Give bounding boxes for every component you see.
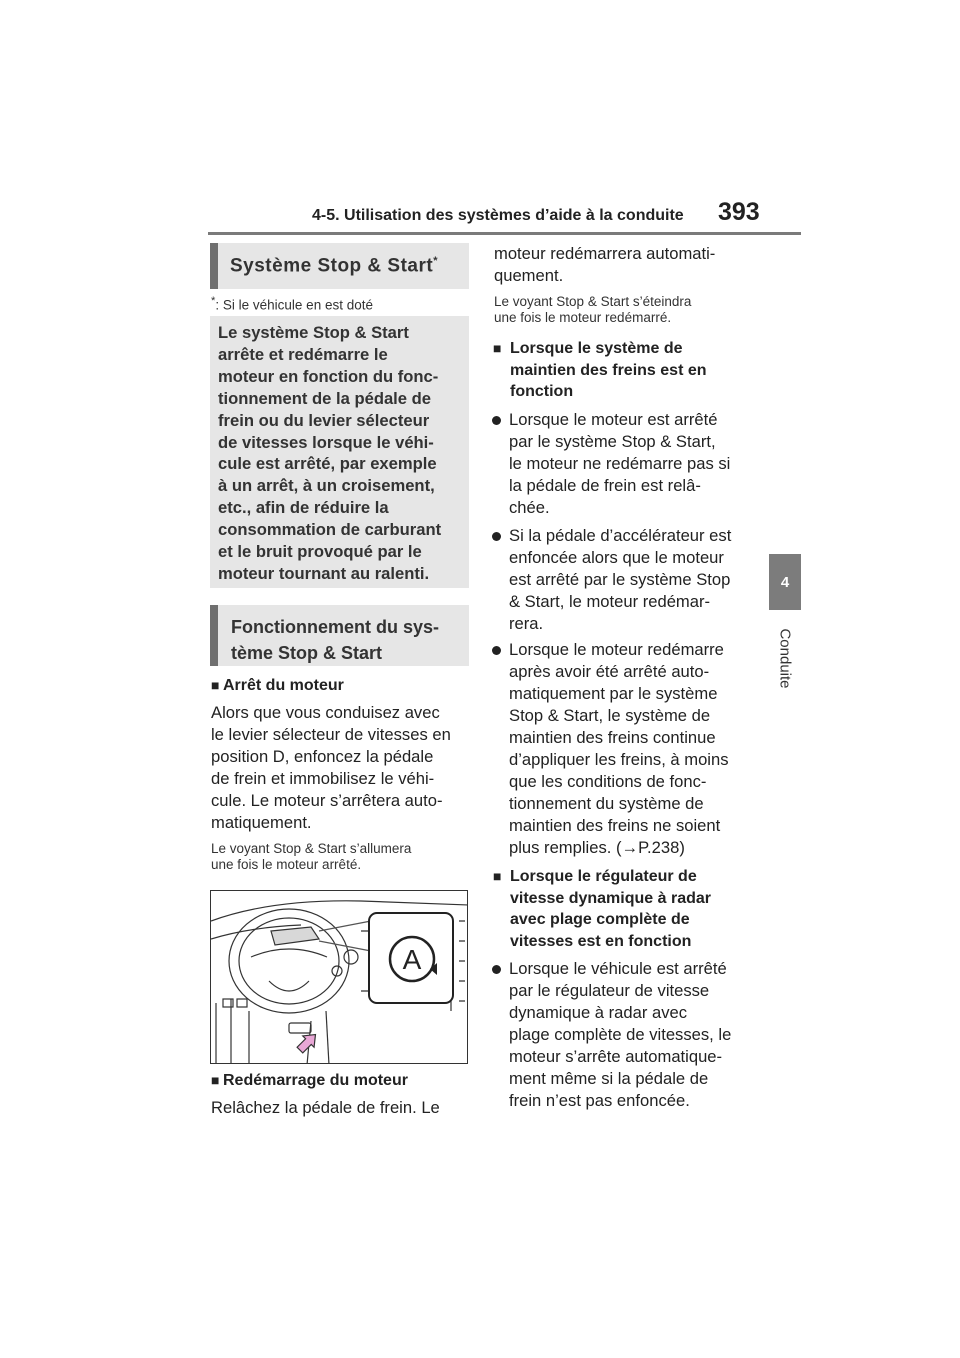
summary-line: et le bruit provoqué par le — [218, 542, 422, 562]
square-bullet-icon: ■ — [211, 1072, 220, 1088]
bullet-dot-icon — [492, 646, 501, 655]
list-item: Lorsque le moteur est arrêté par le système Stop & Start, le moteur ne redémarre pas si la pédale de frein est relâ- chée. — [492, 409, 754, 519]
engine-restart-body-continued: moteur redémarrera automati- quement. — [494, 244, 716, 285]
summary-line: cule est arrêté, par exemple — [218, 454, 437, 474]
summary-line: frein ou du levier sélecteur — [218, 410, 430, 430]
square-bullet-icon: ■ — [493, 340, 502, 356]
footnote-marker: * — [433, 255, 439, 267]
list-item: Lorsque le moteur redémarre après avoir été arrêté auto- matiquement par le système Stop & Start, le système de maintien des freins continue d’appliquer les freins, à moins que les conditions de fonc- tionnement du système de maintien des freins ne soient plus remplies. (→P.238) — [492, 639, 754, 859]
square-bullet-icon: ■ — [211, 677, 220, 693]
chapter-number: 4 — [780, 573, 790, 591]
list-item: Lorsque le véhicule est arrêté par le régulateur de vitesse dynamique à radar avec plage complète de vitesses, le moteur s’arrête automatique- ment même si la pédale de frein n’est pas enfoncée. — [492, 958, 754, 1112]
list-item: Si la pédale d’accélérateur est enfoncée alors que le moteur est arrêté par le système Stop & Start, le moteur redémar- rera. — [492, 525, 754, 635]
engine-stop-note: Le voyant Stop & Start s’allumera une fois le moteur arrêté. — [211, 841, 412, 872]
bullet-dot-icon — [492, 965, 501, 974]
summary-line: consommation de carburant — [218, 520, 442, 540]
square-bullet-icon: ■ — [493, 868, 502, 884]
chapter-section-title: 4-5. Utilisation des systèmes d’aide à la conduite — [312, 207, 684, 224]
page-number: 393 — [718, 198, 760, 226]
section-heading-stop-start — [210, 243, 469, 289]
subheading-engine-stop: ■ Arrêt du moteur — [211, 675, 344, 697]
footnote: *: Si le véhicule en est doté — [211, 295, 373, 313]
section-heading-text: Système Stop & Start — [230, 255, 434, 277]
dashboard-illustration — [210, 890, 468, 1064]
section-heading-operation: Fonctionnement du sys- tème Stop & Start — [210, 605, 469, 666]
subheading-engine-restart: ■ Redémarrage du moteur — [211, 1070, 408, 1092]
summary-line: tionnement de la pédale de — [218, 388, 431, 408]
summary-line: Le système Stop & Start — [218, 323, 409, 342]
summary-line: moteur tournant au ralenti. — [218, 563, 430, 583]
subheading-radar-cruise: ■ Lorsque le régulateur de vitesse dynamique à radar avec plage complète de vitesses est en fonction — [493, 868, 711, 950]
summary-line: moteur en fonction du fonc- — [218, 366, 439, 386]
engine-restart-body: Relâchez la pédale de frein. Le — [211, 1098, 440, 1117]
summary-line: etc., afin de réduire la — [218, 498, 389, 518]
subheading-brake-hold: ■ Lorsque le système de maintien des freins est en fonction — [493, 340, 707, 400]
bullet-dot-icon — [492, 416, 501, 425]
engine-stop-body: Alors que vous conduisez avec le levier sélecteur de vitesses en position D, enfoncez la pédale de frein et immobilisez le véhi- cule. Le moteur s’arrêtera auto- matiquement. — [211, 703, 451, 832]
summary-box — [210, 316, 469, 588]
dashboard-drawing — [211, 891, 468, 1064]
summary-line: à un arrêt, à un croisement, — [218, 476, 435, 496]
summary-line: arrête et redémarre le — [218, 344, 388, 364]
header-divider — [208, 232, 801, 235]
chapter-tab — [769, 554, 801, 610]
bullet-dot-icon — [492, 532, 501, 541]
chapter-tab-label: Conduite — [776, 627, 794, 689]
indicator-letter: A — [402, 944, 422, 975]
summary-line: de vitesses lorsque le véhi- — [218, 432, 434, 452]
engine-restart-note: Le voyant Stop & Start s’éteindra une fois le moteur redémarré. — [494, 294, 692, 325]
